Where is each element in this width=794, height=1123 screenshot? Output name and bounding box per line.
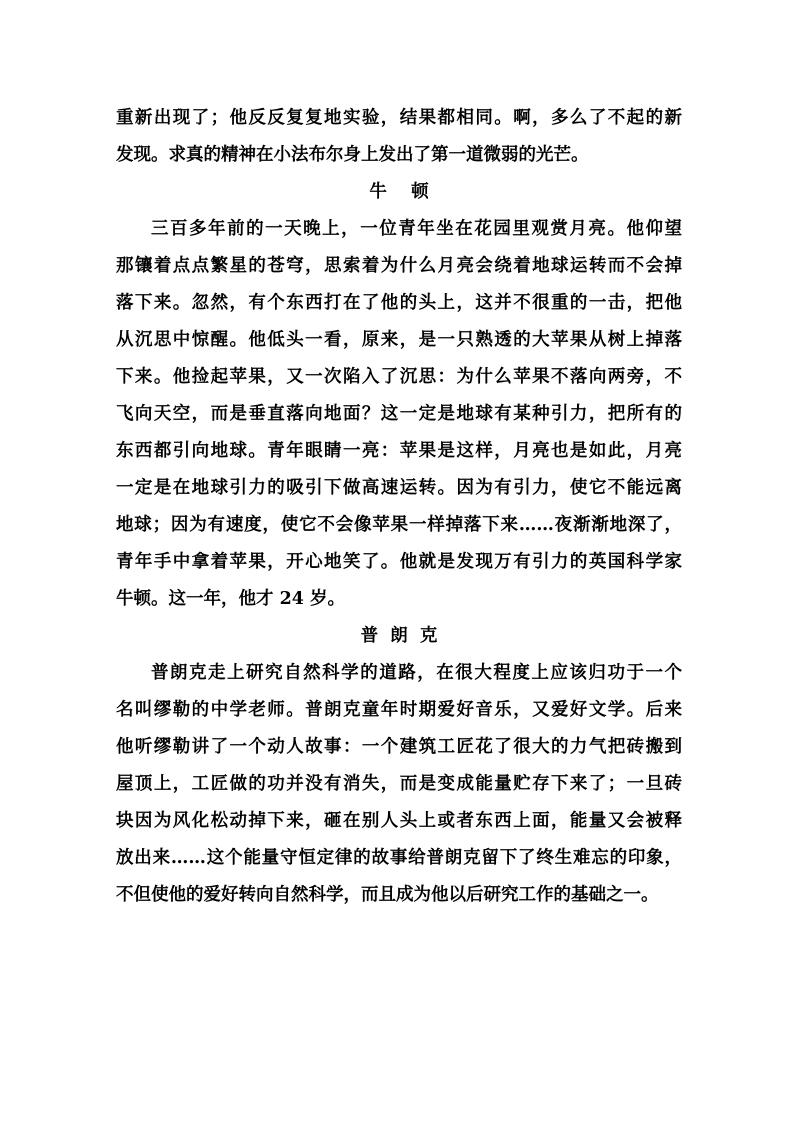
intro-line-2: 发现。求真的精神在小法布尔身上发出了第一道微弱的光芒。 (116, 145, 589, 165)
newton-line-6: 飞向天空，而是垂直落向地面？这一定是地球有某种引力，把所有的 (116, 404, 682, 424)
planck-line-7: 不但使他的爱好转向自然科学，而且成为他以后研究工作的基础之一。 (116, 885, 659, 905)
newton-line-7: 东西都引向地球。青年眼睛一亮：苹果是这样，月亮也是如此，月亮 (116, 441, 682, 461)
newton-line-8: 一定是在地球引力的吸引下做高速运转。因为有引力，使它不能远离 (116, 478, 682, 498)
newton-line-3: 落下来。忽然，有个东西打在了他的头上，这并不很重的一击，把他 (116, 293, 682, 313)
newton-line-2: 那镶着点点繁星的苍穹，思索着为什么月亮会绕着地球运转而不会掉 (116, 256, 682, 276)
planck-line-4: 屋顶上，工匠做的功并没有消失，而是变成能量贮存下来了；一旦砖 (116, 774, 682, 794)
planck-line-6: 放出来……这个能量守恒定律的故事给普朗克留下了终生难忘的印象， (116, 848, 682, 868)
planck-line-1: 普朗克走上研究自然科学的道路，在很大程度上应该归功于一个 (151, 663, 682, 683)
newton-line-9: 地球；因为有速度，使它不会像苹果一样掉落下来……夜渐渐地深了， (116, 515, 682, 535)
planck-line-2: 名叫缪勒的中学老师。普朗克童年时期爱好音乐，又爱好文学。后来 (116, 700, 682, 720)
document-page (116, 100, 682, 914)
newton-line-5: 下来。他捡起苹果，又一次陷入了沉思：为什么苹果不落向两旁，不 (116, 367, 682, 387)
planck-line-5: 块因为风化松动掉下来，砸在别人头上或者东西上面，能量又会被释 (116, 811, 682, 831)
newton-line-1: 三百多年前的一天晚上，一位青年坐在花园里观赏月亮。他仰望 (151, 219, 682, 239)
planck-line-3: 他听缪勒讲了一个动人故事：一个建筑工匠花了很大的力气把砖搬到 (116, 737, 682, 757)
intro-line-1: 重新出现了；他反反复复地实验，结果都相同。啊，多么了不起的新 (116, 108, 682, 128)
newton-line-4: 从沉思中惊醒。他低头一看，原来，是一只熟透的大苹果从树上掉落 (116, 330, 682, 350)
planck-heading: 普 朗 克 (360, 626, 438, 646)
newton-heading: 牛 顿 (369, 182, 429, 202)
newton-line-11: 牛顿。这一年，他才 24 岁。 (116, 589, 346, 609)
newton-line-10: 青年手中拿着苹果，开心地笑了。他就是发现万有引力的英国科学家 (116, 552, 682, 572)
